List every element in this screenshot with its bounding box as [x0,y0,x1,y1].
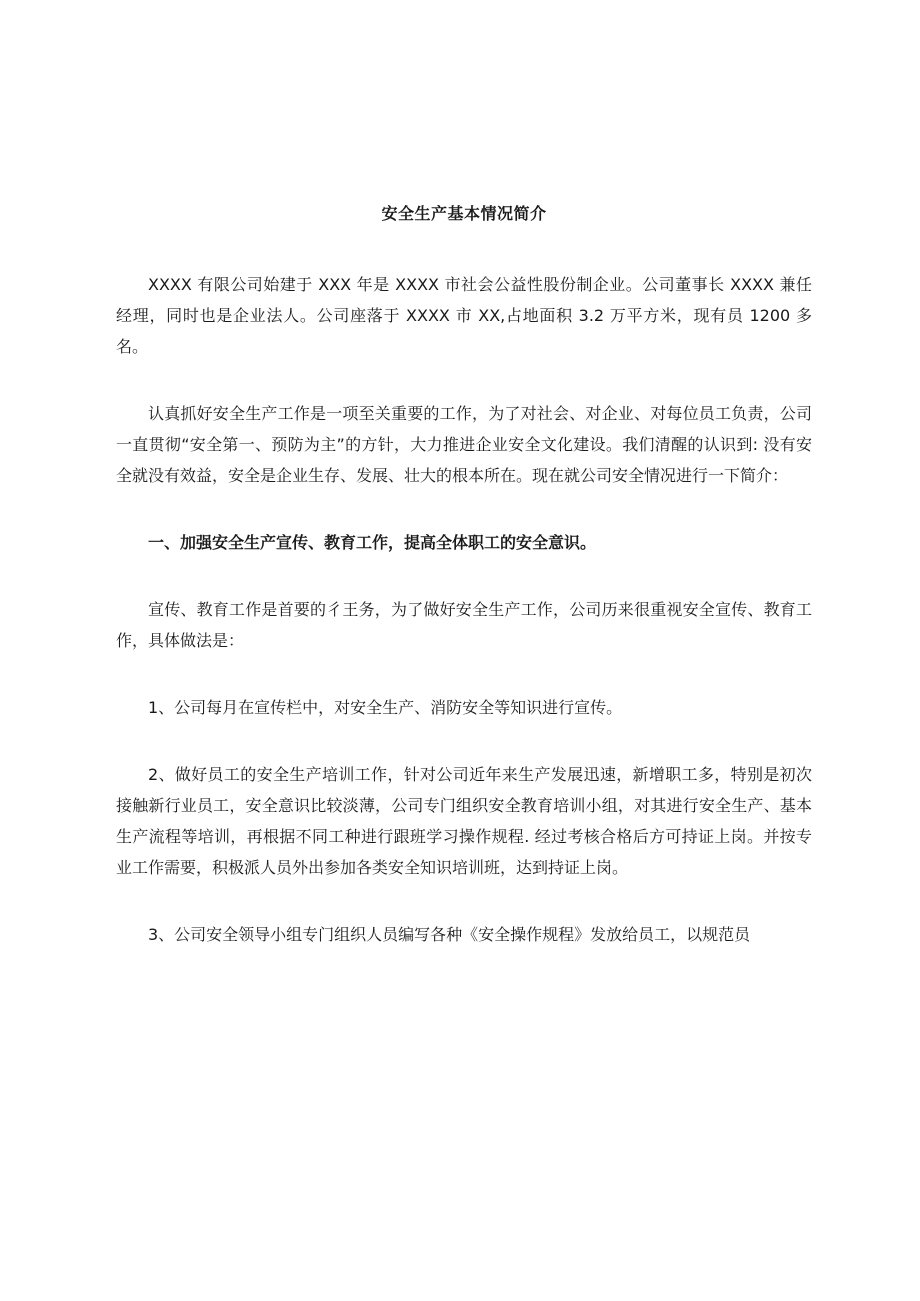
list-item-2: 2、做好员工的安全生产培训工作，针对公司近年来生产发展迅速，新增职工多，特别是初次接触新行业员工，安全意识比较淡薄，公司专门组织安全教育培训小组，对其进行安全生产、基本生产流程等培训，再根据不同工种进行跟班学习操作规程. 经过考核合格后方可持证上岗。并按专业工作需要，积极派人员外出参加各类安全知识培训班，达到持证上岗。 [116,765,812,877]
paragraph-education-intro: 宣传、教育工作是首要的彳王务，为了做好安全生产工作，公司历来很重视安全宣传、教育工作，具体做法是： [116,600,812,650]
section-heading: 一、加强安全生产宣传、教育工作，提高全体职工的安全意识。 [148,533,597,552]
list-item-3: 3、公司安全领导小组专门组织人员编写各种《安全操作规程》发放给员工，以规范员 [148,925,751,944]
paragraph-safety-overview: 认真抓好安全生产工作是一项至关重要的工作，为了对社会、对企业、对每位员工负责，公司一直贯彻“安全第一、预防为主”的方针，大力推进企业安全文化建设。我们清醒的认识到: 没有安全就没有效益，安全是企业生存、发展、壮大的根本所在。现在就公司安全情况进行一下简介： [116,404,812,485]
paragraph-company-intro: XXXX 有限公司始建于 XXX 年是 XXXX 市社会公益性股份制企业。公司董事长 XXXX 兼任经理，同时也是企业法人。公司座落于 XXXX 市 XX,占地面积 3.2 万平方米，现有员 1200 多名。 [116,275,812,356]
spacer [116,723,812,759]
document-body [116,203,812,950]
spacer [116,491,812,527]
spacer [116,656,812,692]
spacer [116,362,812,398]
list-item-1: 1、公司每月在宣传栏中，对安全生产、消防安全等知识进行宣传。 [148,698,623,717]
document-title: 安全生产基本情况简介 [381,204,547,223]
spacer [116,558,812,594]
spacer [116,883,812,919]
